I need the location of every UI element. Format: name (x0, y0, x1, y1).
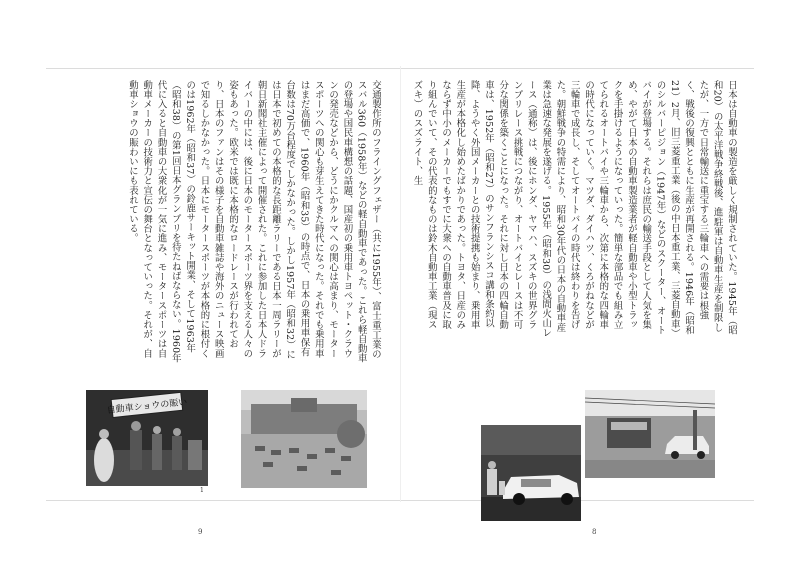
book-spine (400, 66, 401, 502)
street-tram-photo (585, 390, 715, 478)
left-page-number: 9 (198, 528, 203, 536)
auto-show-stage-photo (86, 390, 208, 486)
left-page-body-text: 交通製作所のフライングフェザー（共に1955年）、富士重工業のスバル360（1958年）などの軽自動車であった。これら軽自動車の登場や国民車構想の話題、国産初の乗用車トヨペット・クラウンの発売などから、どうにかクルマへの関心は高まり、モータースポーツへの関心も芽生えてきた時代になった。それでも乗用車はまだ高価で、1960年（昭和35）の時点で、日本の乗用車保有台数は70万台程度でしかなかった。しかし1957年（昭和32）には日本で初めての本格的な長距離ラリーである日本一周ラリーが朝日新聞社主催によって開催された。これに参加した日本人ドライバーの中には、後に日本のモータースポーツ界を支える人々の姿もあった。欧米では既に本格的なロードレースが行われており、日本のファンはその様子を自動車雑誌や海外のニュース映画で知るしかなかった。日本にモータースポーツが本格的に根付くのは1962年（昭和37）の鈴鹿サーキット開業、そして1963年（昭和38）の第1回日本グランプリを待たねばならない。1960年代に入ると自動車の大衆化が一気に進み、モータースポーツは自動車メーカーの技術力と宣伝の舞台となっていった。それが、自動車ショウの賑わいにも表れている。 (126, 80, 381, 363)
station-plaza-image (241, 390, 367, 488)
auto-show-sign-text: 自動車ショウの賑い (106, 397, 188, 417)
car-family-image (481, 425, 581, 521)
car-family-photo (481, 425, 581, 521)
right-page-number: 8 (592, 528, 597, 536)
street-tram-image (585, 390, 715, 478)
auto-show-stage-image (86, 390, 208, 486)
auto-show-caption: 1 (200, 487, 204, 494)
right-page-body-text: 日本は自動車の製造を厳しく規制されていた。1945年（昭和20）の太平洋戦争終戦後、進駐軍は自動車生産を制限したが、一方で日常輸送に重宝する三輪車への需要は根強く、戦後の復興とともに生産が再開される。1946年（昭和21）2月、旧三菱重工業（後の中日本重工業、三菱自動車）のシルバーピジョン（1947年）などのスクーター、オートバイが登場する。それらは庶民の輸送手段として人気を集め、やがて日本の自動車製造業者が軽自動車や小型トラックを手掛けるようになっていった。簡単な部品でも組み立てられるオートバイや三輪車から、次第に本格的な四輪車の時代になっていく。マツダ、ダイハツ、くろがねなどが三輪車で成長し、そしてオートバイの時代は終わりを告げた。朝鮮戦争の特需により、昭和30年代の日本の自動車産業は急速な発展を遂げる。1955年（昭和30）の浅間火山レース（通称）は、後にホンダ、ヤマハ、スズキの世界グランプリレース挑戦につながり、オートバイとレースは不可分な関係を築くことになった。それに対し日本の四輪自動車は、1952年（昭和27）のサンフランシスコ講和条約以降、ようやく外国メーカーとの技術提携も始まり、乗用車生産が本格化し始めたばかりであった。トヨタ、日産のみならず中小のメーカーでもすでに大衆への自動車普及に取り組んでいて、その代表的なものは鈴木自動車工業（現スズキ）のスズライト、生 (411, 80, 737, 338)
station-plaza-photo (241, 390, 367, 488)
